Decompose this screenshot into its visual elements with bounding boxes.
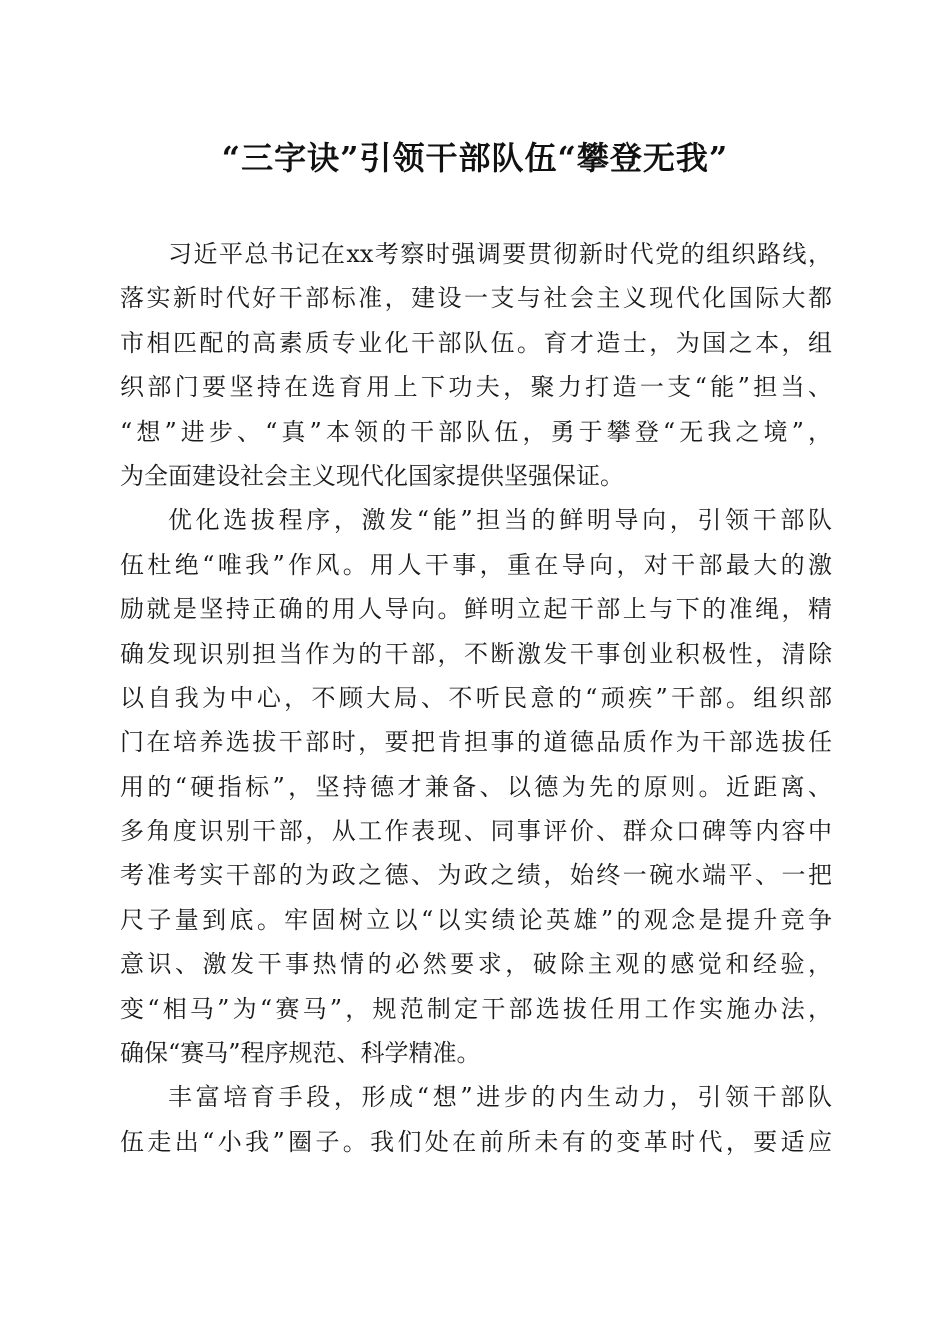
paragraph-line: 织部门要坚持在选育用上下功夫，聚力打造一支“能”担当、 <box>120 373 832 402</box>
paragraph-line: 励就是坚持正确的用人导向。鲜明立起干部上与下的准绳，精 <box>120 595 832 624</box>
document-body <box>120 232 832 1164</box>
paragraph-line: 丰富培育手段，形成“想”进步的内生动力，引领干部队 <box>168 1083 832 1112</box>
paragraph-3 <box>120 1075 832 1164</box>
paragraph-line: 确发现识别担当作为的干部，不断激发干事创业积极性，清除 <box>120 639 832 668</box>
paragraph-line: 为全面建设社会主义现代化国家提供坚强保证。 <box>120 461 624 490</box>
paragraph-line: 伍走出“小我”圈子。我们处在前所未有的变革时代，要适应 <box>120 1127 832 1156</box>
paragraph-line: 多角度识别干部，从工作表现、同事评价、群众口碑等内容中 <box>120 817 832 846</box>
paragraph-line: 市相匹配的高素质专业化干部队伍。育才造士，为国之本，组 <box>120 328 832 357</box>
paragraph-line: 门在培养选拔干部时，要把肯担事的道德品质作为干部选拔任 <box>120 728 832 757</box>
paragraph-line: 确保“赛马”程序规范、科学精准。 <box>120 1039 481 1068</box>
paragraph-line: “想”进步、“真”本领的干部队伍，勇于攀登“无我之境”， <box>120 417 832 446</box>
paragraph-line: 优化选拔程序，激发“能”担当的鲜明导向，引领干部队 <box>168 506 832 535</box>
paragraph-line: 考准考实干部的为政之德、为政之绩，始终一碗水端平、一把 <box>120 861 832 890</box>
paragraph-line: 意识、激发干事热情的必然要求，破除主观的感觉和经验， <box>120 950 832 979</box>
paragraph-line: 习近平总书记在xx考察时强调要贯彻新时代党的组织路线， <box>168 240 832 268</box>
document-title: “三字诀”引领干部队伍“攀登无我” <box>221 139 729 177</box>
paragraph-line: 变“相马”为“赛马”，规范制定干部选拔任用工作实施办法， <box>120 994 832 1023</box>
paragraph-2 <box>120 498 832 1075</box>
paragraph-line: 以自我为中心，不顾大局、不听民意的“顽疾”干部。组织部 <box>120 683 832 712</box>
paragraph-line: 尺子量到底。牢固树立以“以实绩论英雄”的观念是提升竞争 <box>120 905 832 934</box>
paragraph-line: 伍杜绝“唯我”作风。用人干事，重在导向，对干部最大的激 <box>120 550 832 579</box>
paragraph-line: 用的“硬指标”，坚持德才兼备、以德为先的原则。近距离、 <box>120 772 832 801</box>
paragraph-line: 落实新时代好干部标准，建设一支与社会主义现代化国际大都 <box>120 284 832 313</box>
paragraph-1 <box>120 232 832 498</box>
